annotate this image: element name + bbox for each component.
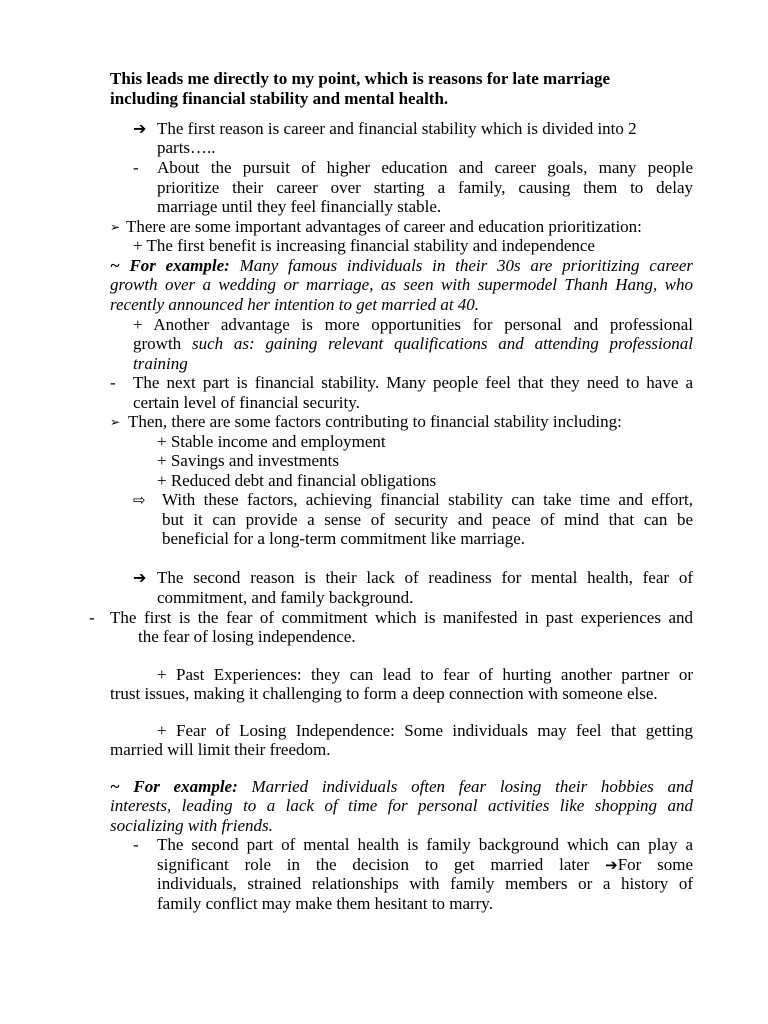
example2-line-3: socializing with friends. — [110, 816, 273, 835]
example1-line-2: growth over a wedding or marriage, as seen with supermodel Thanh Hang, who — [110, 275, 693, 294]
reason2-line-2: commitment, and family background. — [157, 588, 414, 607]
example2-label: For example: — [133, 777, 238, 796]
example2-line-2: interests, leading to a lack of time for personal activities like shopping and — [110, 796, 693, 815]
arrow-right-icon: ➔ — [133, 119, 147, 138]
example1-text: Many famous individuals in their 30s are prioritizing career — [239, 256, 694, 275]
pursuit-dash: - — [133, 158, 139, 177]
family-background-dash: - — [133, 835, 139, 854]
arrow-right-icon: ➔ — [133, 568, 147, 587]
example2-line-1 — [110, 777, 693, 797]
factors-line: Then, there are some factors contributing to financial stability including: — [128, 412, 622, 431]
thin-arrow-icon: ➔ — [605, 856, 618, 874]
example1-line-1 — [110, 256, 693, 276]
family-background-line-3: individuals, strained relationships with family members or a history of — [157, 874, 693, 893]
conclusion-line-1: With these factors, achieving financial stability can take time and effort, — [162, 490, 693, 509]
advantage2-italic: such as: gaining relevant qualifications and attending professional — [191, 334, 693, 353]
pursuit-line-2: prioritize their career over starting a family, causing them to delay — [157, 178, 693, 197]
advantage2-plain: growth — [133, 334, 182, 353]
family-background-line-1: The second part of mental health is family background which can play a — [157, 835, 693, 854]
advantage2-line-3: training — [133, 354, 188, 373]
factor-item-3: + Reduced debt and financial obligations — [157, 471, 437, 490]
past-experiences-line-2: trust issues, making it challenging to form a deep connection with someone else. — [110, 684, 658, 703]
pursuit-line-3: marriage until they feel financially stable. — [157, 197, 442, 216]
losing-independence-line-1: + Fear of Losing Independence: Some individuals may feel that getting — [157, 721, 693, 740]
fear-commitment-line-2: the fear of losing independence. — [138, 627, 356, 646]
hollow-arrow-icon: ⇨ — [133, 491, 146, 509]
next-part-line-1: The next part is financial stability. Many people feel that they need to have a — [133, 373, 693, 392]
example2-text: Married individuals often fear losing their hobbies and — [251, 777, 693, 796]
next-part-dash: - — [110, 373, 116, 392]
factor-item-2: + Savings and investments — [157, 451, 339, 470]
example1-label: For example: — [129, 256, 230, 275]
next-part-line-2: certain level of financial security. — [133, 393, 360, 412]
family-background-line-4: family conflict may make them hesitant to marry. — [157, 894, 493, 913]
conclusion-line-3: beneficial for a long-term commitment like marriage. — [162, 529, 525, 548]
heading-line-2: including financial stability and mental health. — [110, 89, 449, 108]
family-background-text-b: For some — [617, 855, 694, 874]
triangle-bullet-icon: ➢ — [110, 220, 121, 234]
pursuit-line-1: About the pursuit of higher education and career goals, many people — [157, 158, 693, 177]
reason2-line-1: The second reason is their lack of readiness for mental health, fear of — [157, 568, 693, 587]
reason1-line-2: parts….. — [157, 138, 216, 157]
family-background-text-a: significant role in the decision to get married later — [157, 855, 590, 874]
advantages-line: There are some important advantages of career and education prioritization: — [126, 217, 642, 236]
reason1-line-1: The first reason is career and financial stability which is divided into 2 — [157, 119, 637, 138]
example2-prefix: ~ — [110, 777, 120, 796]
example1-prefix: ~ — [110, 256, 120, 275]
advantage2-line-1: + Another advantage is more opportunities for personal and professional — [133, 315, 693, 334]
triangle-bullet-icon: ➢ — [110, 415, 121, 429]
heading-line-1: This leads me directly to my point, which is reasons for late marriage — [110, 69, 611, 88]
example1-line-3: recently announced her intention to get married at 40. — [110, 295, 480, 314]
past-experiences-line-1: + Past Experiences: they can lead to fear of hurting another partner or — [157, 665, 693, 684]
benefit-1-line: + The first benefit is increasing financial stability and independence — [133, 236, 595, 255]
fear-commitment-dash: - — [89, 608, 95, 627]
advantage2-line-2 — [133, 334, 693, 354]
losing-independence-line-2: married will limit their freedom. — [110, 740, 331, 759]
family-background-line-2 — [157, 855, 693, 875]
conclusion-line-2: but it can provide a sense of security and peace of mind that can be — [162, 510, 693, 529]
fear-commitment-line-1: The first is the fear of commitment which is manifested in past experiences and — [110, 608, 693, 627]
factor-item-1: + Stable income and employment — [157, 432, 386, 451]
